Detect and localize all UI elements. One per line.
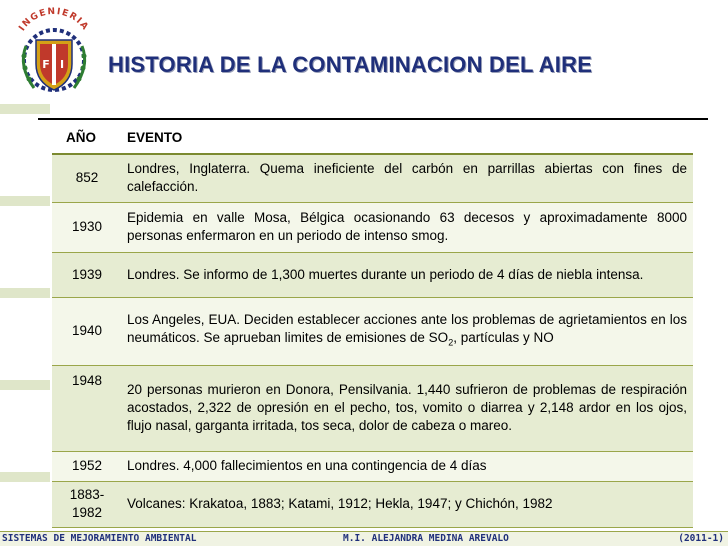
table-row bbox=[52, 481, 693, 527]
table-row bbox=[52, 154, 693, 202]
event-cell: Londres, Inglaterra. Quema ineficiente del carbón en parrillas abiertas con fines de calefacción. bbox=[122, 154, 693, 202]
event-cell: Volcanes: Krakatoa, 1883; Katami, 1912; Hekla, 1947; y Chichón, 1982 bbox=[122, 481, 693, 527]
footer-course: SISTEMAS DE MEJORAMIENTO AMBIENTAL bbox=[2, 533, 197, 544]
event-cell: 20 personas murieron en Donora, Pensilvania. 1,440 sufrieron de problemas de respiración acostados, 2,322 de opresión en el pecho, tos, vomito o diarrea y 2,148 ardor en los ojos, flujo nasal, garganta irritada, tos seca, dolor de cabeza o mareo. bbox=[122, 365, 693, 451]
table-row bbox=[52, 451, 693, 481]
logo-text: INGENIERIA bbox=[17, 6, 91, 34]
subscript-two: 2 bbox=[448, 337, 454, 348]
table-row bbox=[52, 297, 693, 365]
year-cell: 1939 bbox=[52, 252, 122, 297]
band-stripe bbox=[0, 288, 50, 298]
table-row bbox=[52, 202, 693, 252]
table-row bbox=[52, 365, 693, 451]
event-text: , partículas y NO bbox=[453, 329, 554, 345]
footer-bar bbox=[0, 531, 728, 546]
event-cell bbox=[122, 297, 693, 365]
band-stripe bbox=[0, 104, 50, 114]
year-cell: 852 bbox=[52, 154, 122, 202]
year-column-header: AÑO bbox=[52, 122, 122, 154]
event-cell: Epidemia en valle Mosa, Bélgica ocasionando 63 decesos y aproximadamente 8000 personas enfermaron en un periodo de intenso smog. bbox=[122, 202, 693, 252]
year-cell: 1948 bbox=[52, 365, 122, 451]
page-title: HISTORIA DE LA CONTAMINACION DEL AIRE bbox=[108, 52, 593, 77]
year-cell: 1883-1982 bbox=[52, 481, 122, 527]
band-stripe bbox=[0, 380, 50, 390]
svg-text:F: F bbox=[42, 58, 50, 71]
history-table bbox=[52, 122, 693, 528]
footer-author: M.I. ALEJANDRA MEDINA AREVALO bbox=[343, 533, 509, 544]
event-column-header: EVENTO bbox=[122, 122, 693, 154]
event-cell: Londres. 4,000 fallecimientos en una contingencia de 4 días bbox=[122, 451, 693, 481]
event-cell: Londres. Se informo de 1,300 muertes durante un periodo de 4 días de niebla intensa. bbox=[122, 252, 693, 297]
year-cell: 1930 bbox=[52, 202, 122, 252]
year-cell: 1952 bbox=[52, 451, 122, 481]
event-text: Los Angeles, EUA. Deciden establecer acciones ante los problemas de agrietamientos en los neumáticos. Se aprueban limites de emisiones de SO bbox=[127, 311, 687, 345]
ingenieria-logo-icon bbox=[4, 6, 104, 98]
svg-text:I: I bbox=[59, 58, 65, 71]
footer-term: (2011-1) bbox=[678, 533, 724, 544]
title-divider bbox=[38, 118, 708, 120]
table-row bbox=[52, 252, 693, 297]
year-cell: 1940 bbox=[52, 297, 122, 365]
table-header-row bbox=[52, 122, 693, 154]
band-stripe bbox=[0, 196, 50, 206]
band-stripe bbox=[0, 472, 50, 482]
